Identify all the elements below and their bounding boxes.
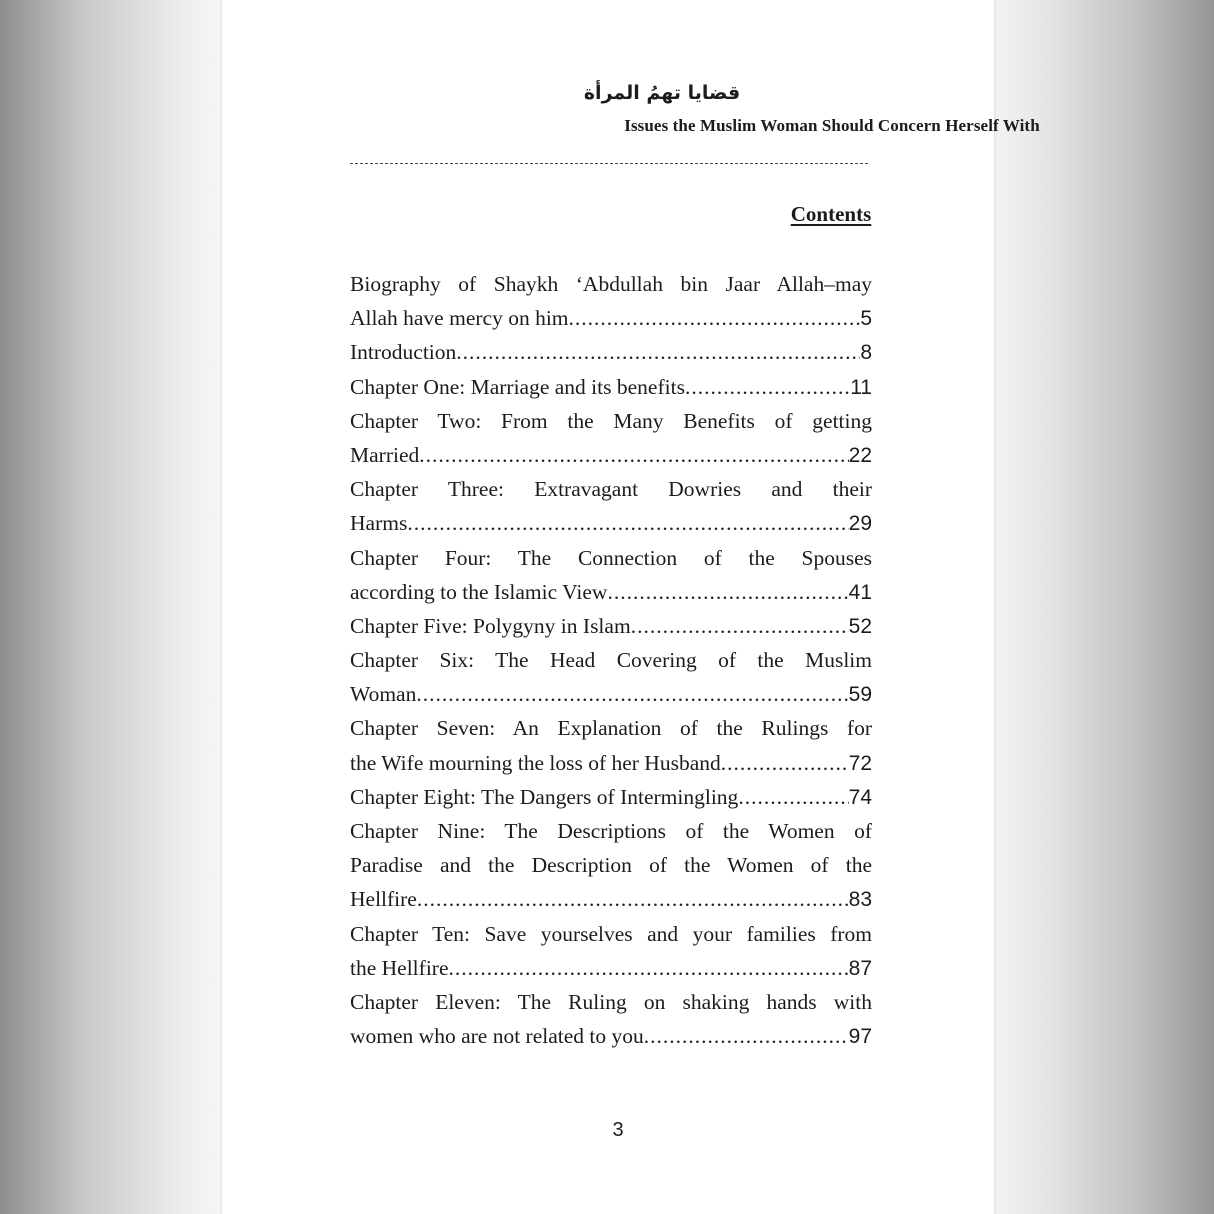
toc-entry-line — [350, 677, 872, 711]
toc-page-number: 29 — [848, 512, 872, 536]
toc-dot-leader — [449, 951, 849, 985]
toc-entry-text: according to the Islamic View — [350, 579, 608, 604]
toc-entry-text: Married — [350, 442, 420, 467]
toc-entry-text: Paradise and the Description of the Women of the — [350, 853, 872, 878]
toc-entry-text: Biography of Shaykh ‘Abdullah bin Jaar Allah–may — [350, 272, 872, 296]
toc-entry-line — [350, 335, 872, 369]
toc-entry-line — [350, 506, 872, 540]
toc-page-number: 83 — [848, 888, 872, 912]
toc-entry-text: the Wife mourning the loss of her Husband — [350, 750, 721, 775]
toc-dot-leader — [416, 677, 848, 711]
toc-entry-text: women who are not related to you — [350, 1024, 644, 1049]
toc-entry-text: Chapter Six: The Head Covering of the Muslim — [350, 648, 872, 673]
toc-entry-line — [350, 370, 872, 404]
toc-entry-line — [350, 882, 872, 916]
toc-entry-line — [350, 1019, 872, 1053]
page-number: 3 — [612, 1119, 624, 1141]
toc-page-number: 74 — [848, 785, 872, 809]
book-page — [222, 0, 1040, 1214]
toc-entry-text: Chapter Eight: The Dangers of Intermingling — [350, 784, 739, 809]
toc-dot-leader — [644, 1019, 849, 1053]
toc-entry-text: Chapter Four: The Connection of the Spouses — [350, 545, 872, 570]
toc-entry-text: the Hellfire — [350, 955, 449, 980]
toc-entry-text: Chapter Ten: Save yourselves and your families from — [350, 921, 872, 946]
toc-entry-text: Chapter Seven: An Explanation of the Rulings for — [350, 716, 872, 741]
toc-entry-text: Hellfire — [350, 887, 417, 912]
toc-page-number: 5 — [860, 307, 872, 331]
toc-dot-leader — [685, 370, 850, 404]
toc-entry-text: Allah have mercy on him — [350, 306, 569, 331]
toc-entry-text: Chapter Two: From the Many Benefits of getting — [350, 408, 872, 433]
toc-entry-text: Introduction — [350, 340, 457, 365]
toc-entry-line — [350, 438, 872, 472]
toc-dot-leader — [419, 438, 848, 472]
book-subtitle: Issues the Muslim Woman Should Concern Herself With — [624, 116, 1040, 135]
toc-page-number: 97 — [848, 1025, 872, 1049]
toc-entry-line — [350, 780, 872, 814]
toc-dot-leader — [721, 746, 849, 780]
toc-entry-line — [350, 951, 872, 985]
toc-page-number: 41 — [848, 580, 872, 604]
header-divider — [350, 163, 868, 164]
toc-page-number: 59 — [848, 683, 872, 707]
toc-page-number: 22 — [848, 443, 872, 467]
toc-entry-text: Chapter Three: Extravagant Dowries and their — [350, 477, 872, 502]
toc-entry-line — [350, 301, 872, 335]
arabic-title: قضايا تهمُ المرأة — [583, 82, 741, 104]
toc-dot-leader — [738, 780, 848, 814]
toc-page-number: 87 — [848, 956, 872, 980]
toc-dot-leader — [607, 575, 848, 609]
toc-entry-text: Chapter One: Marriage and its benefits — [350, 374, 685, 399]
toc-entry-text: Harms — [350, 511, 408, 536]
toc-page-number: 52 — [848, 614, 872, 638]
toc-page-number: 72 — [848, 751, 872, 775]
toc-dot-leader — [569, 301, 861, 335]
toc-dot-leader — [456, 335, 860, 369]
toc-entry-line — [350, 746, 872, 780]
toc-entry-line — [350, 575, 872, 609]
toc-entry-text: Chapter Nine: The Descriptions of the Women of — [350, 819, 872, 843]
toc-entry-text: Chapter Five: Polygyny in Islam — [350, 613, 631, 638]
toc-dot-leader — [631, 609, 849, 643]
toc-page-number: 8 — [860, 341, 872, 365]
toc-dot-leader — [417, 882, 849, 916]
toc-page-number: 11 — [850, 375, 872, 399]
toc-entry-text: Woman — [350, 682, 417, 707]
table-of-contents — [350, 267, 872, 1053]
toc-entry-text: Chapter Eleven: The Ruling on shaking hands with — [350, 989, 872, 1014]
contents-heading: Contents — [790, 202, 872, 226]
toc-entry-line — [350, 609, 872, 643]
toc-dot-leader — [407, 506, 848, 540]
